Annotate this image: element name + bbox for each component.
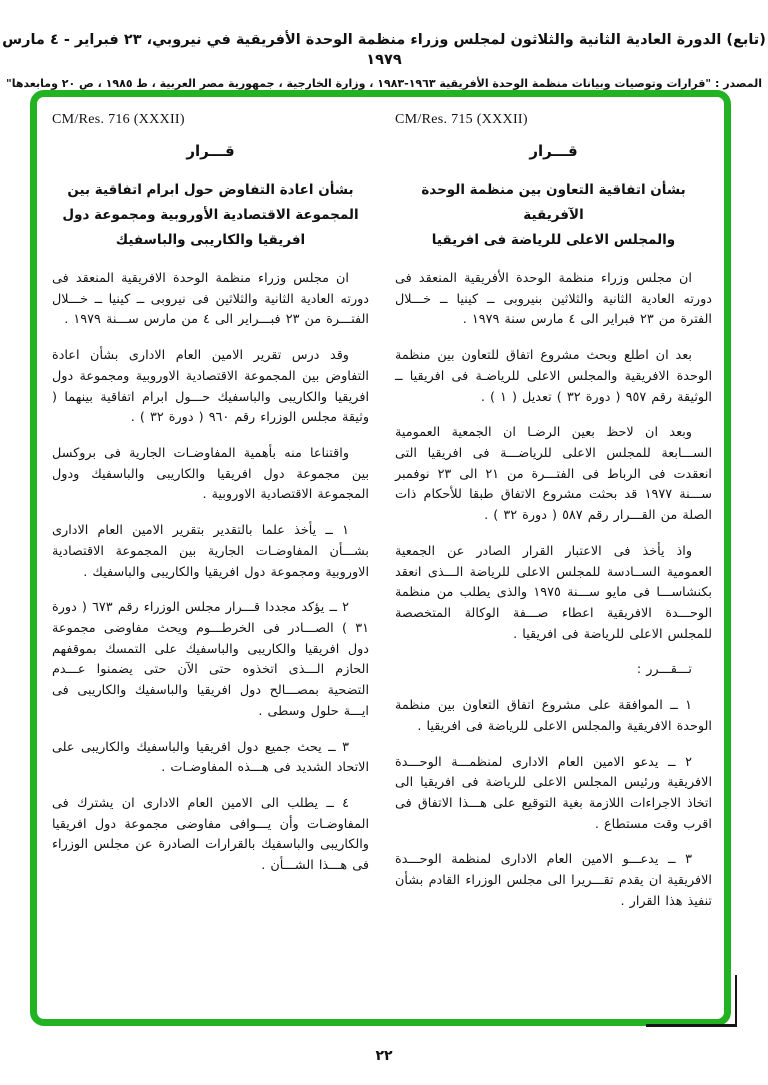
resolution-715-title-line: والمجلس الاعلى للرياضة فى افريقيا: [431, 231, 676, 248]
scan-artifact-vertical-line: [735, 975, 737, 1027]
resolution-716-paragraph: واقتناعا منه بأهمية المفاوضـات الجارية فى بروكسل بين مجموعة دول افريقيا والكاريبى والباسفيك ودول المجموعة الاقتصادية الاوروبية .: [52, 445, 369, 503]
resolution-715-title: [395, 178, 712, 253]
resolution-715-paragraph: واذ يأخذ فى الاعتبار القرار الصادر عن الجمعية العمومية الســادسة للمجلس الاعلى للرياضة الـــذى انعقد بكنشاســـا فى مايو ســـنة ١٩٧٥ والذى يطلب من منظمة الوحـــدة الافريقية اعطاء صـــفة الوكالة المتخصصة للمجلس الاعلى للرياضة فى افريقيا .: [395, 543, 712, 642]
resolution-716-paragraph: ان مجلس وزراء منظمة الوحدة الافريقية المنعقد فى دورته العادية الثانية والثلاثين فى نيروبى ــ كينيا ــ خـــلال الفتـــرة من ٢٣ فبـــراير الى ٤ من مارس ســـنة ١٩٧٩ .: [52, 270, 369, 328]
resolution-715-title-line: بشأن اتفاقية التعاون بين منظمة الوحدة الآفريقية: [421, 182, 686, 223]
resolution-715-paragraph: ٣ ــ يدعـــو الامين العام الادارى لمنظمة الوحـــدة الافريقية ان يقدم تقـــريرا الى مجلس الوزراء القادم بشأن تنفيذ هذا القرار .: [395, 852, 712, 909]
document-header: [0, 30, 768, 90]
resolution-716-title-line: افريقيا والكاريبى والباسفيك: [115, 231, 306, 248]
resolution-716-title: [52, 178, 369, 253]
resolution-715-paragraph: تـــقـــرر :: [636, 662, 692, 678]
resolution-716-reference: CM/Res. 716 (XXXII): [52, 112, 185, 127]
resolution-716-paragraph: ١ ــ يأخذ علما بالتقدير بتقرير الامين العام الادارى بشـــأن المفاوضـات الجارية بين المجموعة الاقتصادية الاوروبية ومجموعة دول افريقيا والكاريبى والباسفيك .: [52, 523, 369, 580]
resolution-716-decision-word: قـــرار: [186, 142, 235, 160]
page-number: ٢٢: [375, 1048, 393, 1064]
resolution-715-paragraph: ١ ــ الموافقة على مشروع اتفاق التعاون بين منظمة الوحدة الافريقية والمجلس الاعلى للرياضة فى افريقيا .: [395, 698, 712, 734]
source-citation: المصدر : "قرارات وتوصيات وبيانات منظمة الوحدة الأفريقية ١٩٦٣-١٩٨٣ ، وزارة الخارجية ، جمهورية مصر العربية ، ط ١٩٨٥ ، ص ٢٠ ومابعدها": [5, 76, 763, 90]
resolutions-columns: [52, 112, 712, 928]
resolution-716-paragraph: ٣ ــ يحث جميع دول افريقيا والباسفيك والكاريبى على الاتحاد الشديد فى هـــذه المفاوضـات .: [52, 739, 369, 776]
resolution-715-paragraph: وبعد ان لاحظ بعين الرضـا ان الجمعية العمومية الســـابعة للمجلس الاعلى للرياضـــة فى افريقيا التى انعقدت فى الرباط فى الفتـــرة من ٢١ الى ٢٣ نوفمبر ســـنة ١٩٧٧ قد بحثت مشروع الاتفاق طبقا للأحكام ذات الصلة من القـــرار رقم ٥٨٧ ( دورة ٣٢ ) .: [395, 425, 712, 524]
resolution-715-reference: CM/Res. 715 (XXXII): [395, 112, 528, 127]
session-title: (تابع) الدورة العادية الثانية والثلاثون لمجلس وزراء منظمة الوحدة الأفريقية في نيروبي، ٢٣ فبراير - ٤ مارس ١٩٧٩: [2, 32, 766, 69]
resolution-716-paragraph: ٢ ــ يؤكد مجددا قـــرار مجلس الوزراء رقم ٦٧٣ ( دورة ٣١ ) الصـــادر فى الخرطـــوم ويحث مفاوضى مجموعة دول افريقيا والكاريبى والباسفيك على التمسك بموقفهم الحازم الـــذى اتخذوه حتى الآن حتى يضمنوا عـــدم التضحية بمصـــالح دول افريقيا والباسفيك والكاريبى فى ايـــة حلول وسطى .: [52, 600, 369, 719]
resolution-716-title-line: المجموعة الاقتصادية الأوروبية ومجموعة دول: [62, 206, 359, 223]
scan-artifact-horizontal-line: [646, 1024, 737, 1027]
resolution-715-body: [395, 269, 712, 913]
resolution-716-title-line: بشأن اعادة التفاوض حول ابرام اتفاقية بين: [67, 182, 354, 198]
resolution-716-body: [52, 269, 369, 877]
resolution-716-paragraph: وقد درس تقرير الامين العام الادارى بشأن اعادة التفاوض بين المجموعة الاقتصادية الاوروبية ومجموعة دول افريقيا والكاريبى والباسفيك حـــول ابرام اتفاقية بينهما ( وثيقة مجلس الوزراء رقم ٩٦٠ ( دورة ٣٢ ) .: [52, 348, 369, 426]
resolution-716-paragraph: ٤ ــ يطلب الى الامين العام الادارى ان يشترك فى المفاوضـات وأن يـــوافى مفاوضى مجموعة دول افريقيا والكاريبى والباسفيك بالقرارات الصادرة عن مجلس الوزراء فى هـــذا الشـــأن .: [52, 796, 369, 874]
resolution-716-column: [52, 112, 369, 928]
resolution-715-decision-word: قـــرار: [529, 142, 578, 160]
resolution-715-paragraph: بعد ان اطلع وبحث مشروع اتفاق للتعاون بين منظمة الوحدة الافريقية والمجلس الاعلى للرياضـة فى افريقيا ــ الوثيقة رقم ٩٥٧ ( دورة ٣٢ ) تعديل ( ١ ) .: [395, 348, 712, 405]
resolution-715-paragraph: ان مجلس وزراء منظمة الوحدة الأفريقية المنعقد فى دورته العادية الثانية والثلاثين بنيروبى ــ كينيا ــ خـــلال الفترة من ٢٣ فبراير الى ٤ مارس سنة ١٩٧٩ .: [395, 270, 712, 328]
resolution-715-paragraph: ٢ ــ يدعو الامين العام الادارى لمنظمـــة الوحـــدة الافريقية ورئيس المجلس الاعلى للرياضة فى افريقيا الى اتخاذ الاجراءات اللازمة بغية التوقيع على هـــذا الاتفاق فى اقرب وقت مستطاع .: [395, 754, 712, 832]
resolution-715-column: [395, 112, 712, 928]
